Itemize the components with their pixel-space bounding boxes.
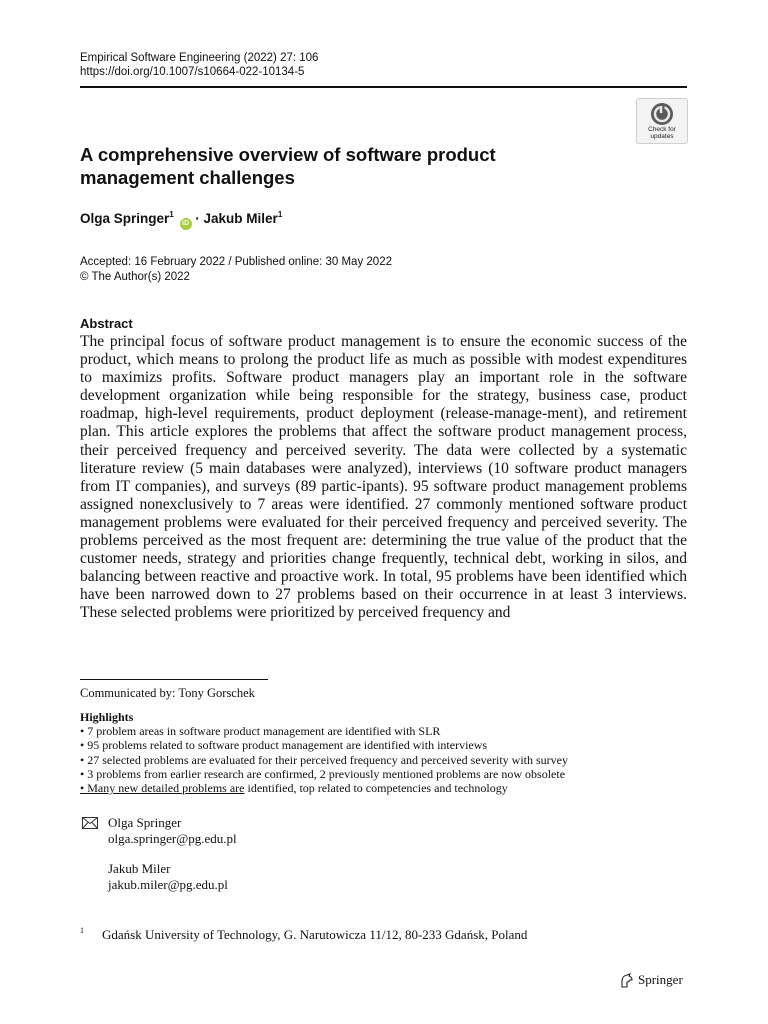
author-list [80, 210, 282, 230]
author-separator: · [195, 211, 200, 226]
abstract-heading: Abstract [80, 316, 133, 331]
contact-name: Jakub Miler [108, 861, 171, 876]
communicated-by: Communicated by: Tony Gorschek [80, 686, 255, 700]
check-updates-line2: updates [650, 133, 674, 140]
footnote-rule [80, 679, 268, 680]
header-rule [80, 86, 687, 88]
copyright-text: The Author(s) 2022 [91, 271, 190, 283]
highlight-item: • 27 selected problems are evaluated for their perceived frequency and perceived severity with survey [80, 752, 568, 767]
author-affil-marker: 1 [277, 210, 283, 219]
contact-block [108, 815, 237, 893]
highlight-item: • 3 problems from earlier research are confirmed, 2 previously mentioned problems are now obsolete [80, 766, 566, 781]
contact-email[interactable]: olga.springer@pg.edu.pl [108, 831, 237, 846]
springer-horse-icon [619, 973, 634, 988]
affiliation-number: 1 [80, 926, 84, 935]
highlights-heading: Highlights [80, 710, 134, 724]
copyright-line [80, 270, 392, 285]
journal-citation [80, 51, 318, 79]
doi-link[interactable]: https://doi.org/10.1007/s10664-022-10134-5 [80, 66, 305, 78]
publisher-logo [619, 972, 683, 988]
highlights-list [80, 724, 690, 795]
author-affil-marker: 1 [169, 210, 174, 219]
contact-name: Olga Springer [108, 815, 182, 830]
orcid-icon[interactable]: iD [180, 218, 192, 230]
highlight-item: • 95 problems related to software product management are identified with interviews [80, 738, 488, 753]
affiliation [80, 926, 680, 943]
publication-dates [80, 255, 392, 285]
highlight-item [80, 781, 690, 795]
highlight-underlined: • Many new detailed problems are [80, 781, 245, 796]
author-name[interactable]: Jakub Miler [203, 211, 278, 226]
check-updates-line1: Check for [648, 126, 676, 133]
publisher-name: Springer [638, 972, 683, 987]
highlight-item: • 7 problem areas in software product management are identified with SLR [80, 724, 441, 738]
abstract-text: The principal focus of software product management is to ensure the economic success of the product, which means to prolong the product life as much as possible with modest expenditures to maximizs profits. Software product managers play an important role in the software development organization while being responsible for the strategy, business case, product roadmap, high-level requirements, product deployment (release-manage-ment), and retirement plan. This article explores the problems that affect the software product management process, their perceived frequency and perceived severity. The data were collected by a systematic literature review (5 main databases were analyzed), interviews (10 software product managers from IT companies), and surveys (89 partic-ipants). 95 software product management problems assigned nonexclusively to 7 areas were identified. 27 commonly mentioned software product management problems were evaluated for their perceived frequency and perceived severity. The problems perceived as the most frequent are: determining the true value of the product that the customer needs, strategy and priorities change frequently, technical debt, working in silos, and balancing between reactive and proactive work. In total, 95 problems have been identified which have been narrowed down to 27 problems based on their occurrence in at least 3 interviews. These selected problems were prioritized by perceived frequency and [80, 333, 687, 622]
accepted-published: Accepted: 16 February 2022 / Published online: 30 May 2022 [80, 256, 392, 268]
journal-line: Empirical Software Engineering (2022) 27: 106 [80, 52, 319, 64]
copyright-icon: © [80, 271, 89, 283]
envelope-icon [82, 817, 98, 829]
check-for-updates-badge[interactable] [636, 98, 688, 144]
paper-title: A comprehensive overview of software product management challenges [80, 144, 496, 188]
highlight-rest: identified, top related to competencies and technology [244, 781, 508, 796]
author-name[interactable]: Olga Springer [80, 211, 170, 226]
contact-email[interactable]: jakub.miler@pg.edu.pl [108, 877, 228, 892]
check-updates-icon [650, 102, 674, 126]
affiliation-text: Gdańsk University of Technology, G. Narutowicza 11/12, 80-233 Gdańsk, Poland [102, 927, 528, 942]
